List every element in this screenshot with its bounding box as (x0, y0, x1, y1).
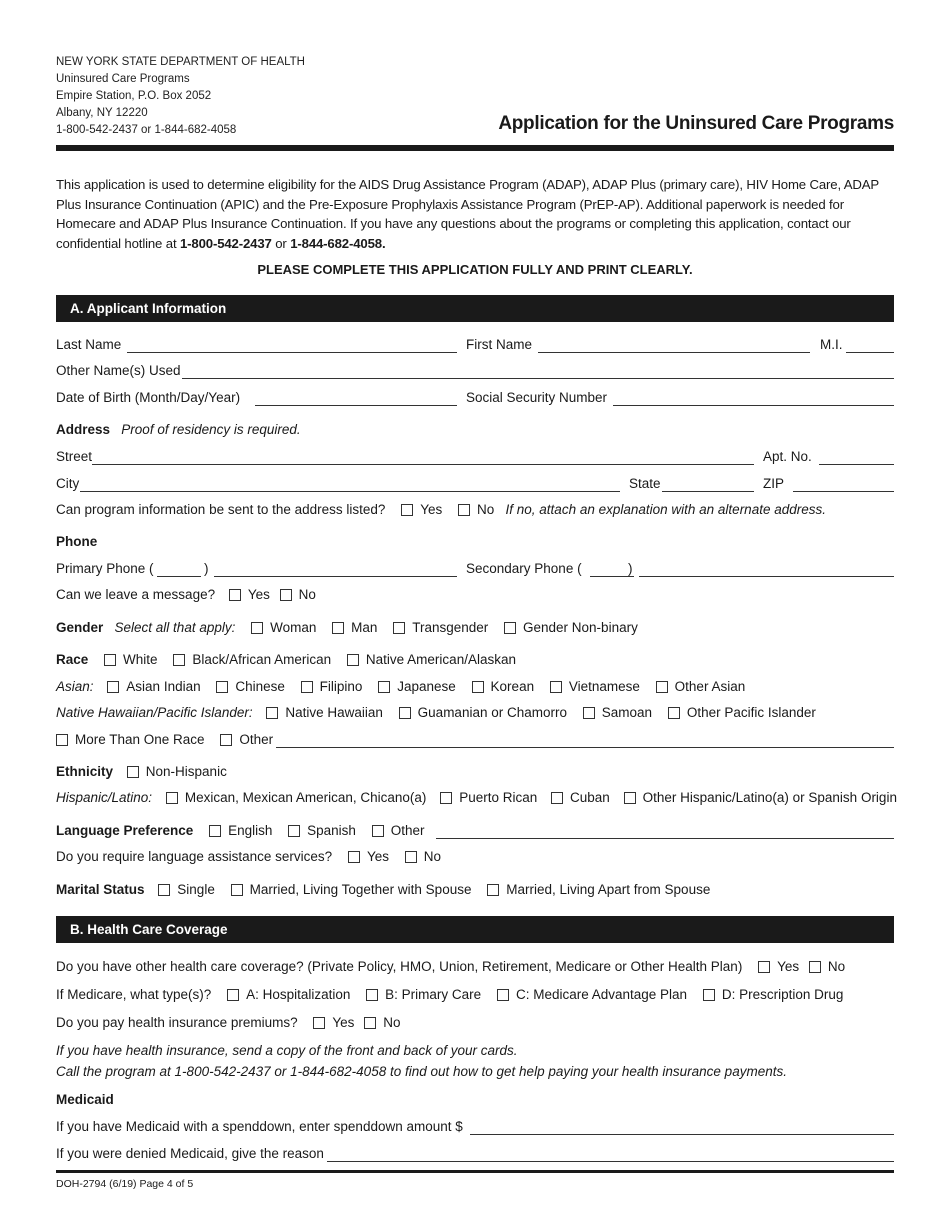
denied-reason-field[interactable] (327, 1145, 894, 1162)
agency-address (56, 54, 305, 139)
other-coverage-no-checkbox[interactable] (809, 961, 821, 973)
married-together-checkbox[interactable] (231, 884, 243, 896)
send-info-yes-checkbox[interactable] (401, 504, 413, 516)
other-coverage-row: Do you have other health care coverage? (Private Policy, HMO, Union, Retirement, Medicare or Other Health Plan) Yes No (56, 959, 846, 974)
address-line: Uninsured Care Programs (56, 73, 190, 85)
mexican-checkbox[interactable] (166, 792, 178, 804)
language-other-checkbox[interactable] (372, 825, 384, 837)
state-field[interactable] (662, 475, 754, 492)
phone-heading: Phone (56, 534, 98, 549)
apt-field[interactable] (819, 448, 894, 465)
secondary-phone-field[interactable] (639, 560, 894, 577)
leave-message-yes-checkbox[interactable] (229, 589, 241, 601)
language-other-field[interactable] (436, 822, 894, 839)
section-a-heading: A. Applicant Information (56, 295, 894, 322)
puerto-rican-checkbox[interactable] (440, 792, 452, 804)
hispanic-row: Hispanic/Latino: Mexican, Mexican American, Chicano(a) Puerto Rican Cuban Other Hispanic/Latino(a) or Spanish Origin (56, 790, 897, 805)
medicare-type-row: If Medicare, what type(s)? A: Hospitalization B: Primary Care C: Medicare Advantage Plan D: Prescription Drug (56, 987, 844, 1002)
medicare-d-checkbox[interactable] (703, 989, 715, 1001)
section-b-heading: B. Health Care Coverage (56, 916, 894, 943)
premiums-row: Do you pay health insurance premiums? Yes No (56, 1015, 401, 1030)
address-line: NEW YORK STATE DEPARTMENT OF HEALTH (56, 56, 305, 68)
marital-row: Marital Status Single Married, Living Together with Spouse Married, Living Apart from Spouse (56, 882, 711, 897)
chinese-checkbox[interactable] (216, 681, 228, 693)
medicaid-heading: Medicaid (56, 1092, 114, 1107)
header-divider (56, 145, 894, 151)
address-line: 1-800-542-2437 or 1-844-682-4058 (56, 124, 237, 136)
language-assist-yes-checkbox[interactable] (348, 851, 360, 863)
gender-man-checkbox[interactable] (332, 622, 344, 634)
intro-paragraph: This application is used to determine eligibility for the AIDS Drug Assistance Program (ADAP), ADAP Plus (primary care), HIV Home Care, ADAP Plus Insurance Continuation (APIC) and the Pre-Exposure Prophylaxis Assistance Program (PrEP-AP). Additional paperwork is needed for Homecare and ADAP Plus Insurance Continuation. If you have any questions about the programs or completing this application, contact our confidential hotline at 1-800-542-2437 or 1-844-682-4058. (56, 177, 879, 251)
instructions-notice: PLEASE COMPLETE THIS APPLICATION FULLY AND PRINT CLEARLY. (257, 262, 693, 277)
nhpi-row: Native Hawaiian/Pacific Islander: Native Hawaiian Guamanian or Chamorro Samoan Other Pacific Islander (56, 705, 816, 720)
ethnicity-row: Ethnicity Non-Hispanic (56, 764, 227, 779)
language-row: Language Preference English Spanish Other (56, 822, 894, 840)
ssn-field[interactable] (613, 389, 894, 406)
native-hawaiian-checkbox[interactable] (266, 707, 278, 719)
language-assist-row: Do you require language assistance services? Yes No (56, 849, 441, 864)
address-line: Empire Station, P.O. Box 2052 (56, 90, 212, 102)
zip-field[interactable] (793, 475, 894, 492)
other-asian-checkbox[interactable] (656, 681, 668, 693)
insurance-note-1: If you have health insurance, send a copy of the front and back of your cards. (56, 1043, 518, 1058)
korean-checkbox[interactable] (472, 681, 484, 693)
dob-field[interactable] (255, 389, 457, 406)
other-pacific-islander-checkbox[interactable] (668, 707, 680, 719)
race-other-checkbox[interactable] (220, 734, 232, 746)
premiums-yes-checkbox[interactable] (313, 1017, 325, 1029)
more-than-one-race-checkbox[interactable] (56, 734, 68, 746)
race-other-row: More Than One Race Other (56, 731, 894, 749)
other-coverage-yes-checkbox[interactable] (758, 961, 770, 973)
gender-transgender-checkbox[interactable] (393, 622, 405, 634)
address-heading: Address Proof of residency is required. (56, 422, 301, 437)
spanish-checkbox[interactable] (288, 825, 300, 837)
form-id: DOH-2794 (6/19) Page 4 of 5 (56, 1178, 194, 1190)
cuban-checkbox[interactable] (551, 792, 563, 804)
other-names-field[interactable] (182, 362, 894, 379)
street-field[interactable] (92, 448, 754, 465)
primary-phone-field[interactable] (214, 560, 457, 577)
insurance-note-2: Call the program at 1-800-542-2437 or 1-844-682-4058 to find out how to get help paying your health insurance payments. (56, 1064, 787, 1079)
single-checkbox[interactable] (158, 884, 170, 896)
gender-row: Gender Select all that apply: Woman Man Transgender Gender Non-binary (56, 620, 638, 635)
medicare-b-checkbox[interactable] (366, 989, 378, 1001)
married-apart-checkbox[interactable] (487, 884, 499, 896)
address-line: Albany, NY 12220 (56, 107, 148, 119)
other-hispanic-checkbox[interactable] (624, 792, 636, 804)
gender-woman-checkbox[interactable] (251, 622, 263, 634)
asian-row: Asian: Asian Indian Chinese Filipino Japanese Korean Vietnamese Other Asian (56, 679, 746, 694)
gender-nonbinary-checkbox[interactable] (504, 622, 516, 634)
race-row: Race White Black/African American Native American/Alaskan (56, 652, 516, 667)
premiums-no-checkbox[interactable] (364, 1017, 376, 1029)
primary-area-code-field[interactable] (157, 560, 201, 577)
medicare-a-checkbox[interactable] (227, 989, 239, 1001)
race-native-american-checkbox[interactable] (347, 654, 359, 666)
language-assist-no-checkbox[interactable] (405, 851, 417, 863)
footer-divider (56, 1170, 894, 1173)
leave-message-row: Can we leave a message? Yes No (56, 587, 316, 602)
first-name-field[interactable] (538, 336, 810, 353)
japanese-checkbox[interactable] (378, 681, 390, 693)
race-other-field[interactable] (276, 731, 894, 748)
middle-initial-field[interactable] (846, 336, 894, 353)
guamanian-checkbox[interactable] (399, 707, 411, 719)
non-hispanic-checkbox[interactable] (127, 766, 139, 778)
filipino-checkbox[interactable] (301, 681, 313, 693)
medicare-c-checkbox[interactable] (497, 989, 509, 1001)
send-info-row: Can program information be sent to the address listed? Yes No If no, attach an explanation with an alternate address. (56, 502, 826, 517)
page-title: Application for the Uninsured Care Programs (498, 113, 894, 134)
vietnamese-checkbox[interactable] (550, 681, 562, 693)
spenddown-amount-field[interactable] (470, 1118, 894, 1135)
race-black-checkbox[interactable] (173, 654, 185, 666)
samoan-checkbox[interactable] (583, 707, 595, 719)
race-white-checkbox[interactable] (104, 654, 116, 666)
send-info-no-checkbox[interactable] (458, 504, 470, 516)
asian-indian-checkbox[interactable] (107, 681, 119, 693)
city-field[interactable] (80, 475, 620, 492)
leave-message-no-checkbox[interactable] (280, 589, 292, 601)
last-name-field[interactable] (127, 336, 457, 353)
english-checkbox[interactable] (209, 825, 221, 837)
